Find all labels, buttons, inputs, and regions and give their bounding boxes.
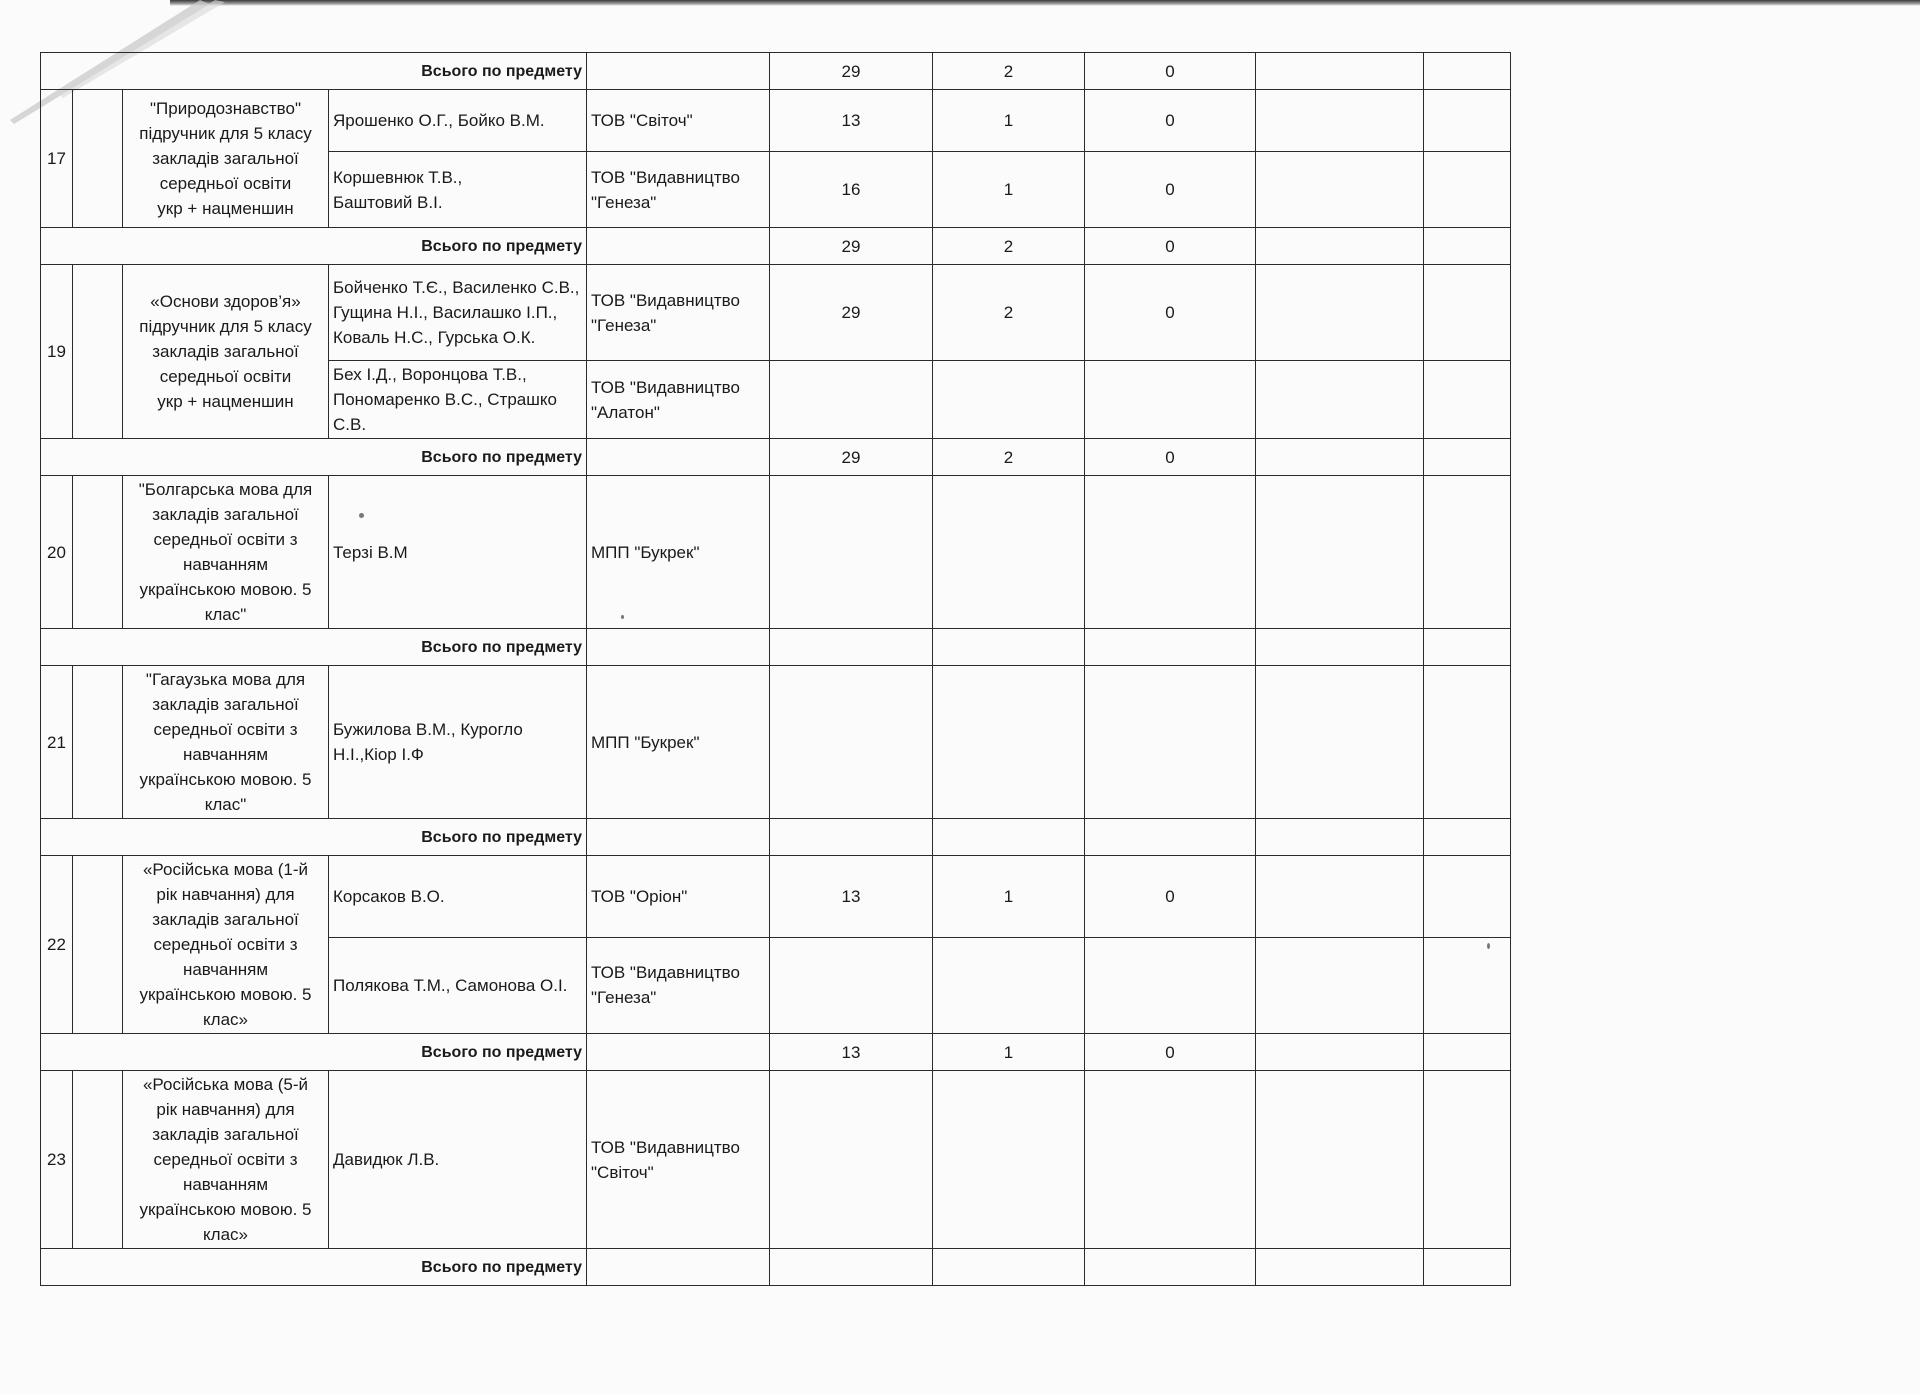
textbook-title-line: клас» (203, 1010, 248, 1029)
publisher-line: "Алатон" (591, 402, 660, 422)
textbook-title-line: середньої освіти (159, 174, 292, 193)
empty-cell (1256, 1034, 1424, 1071)
total-value-3: 0 (1085, 439, 1256, 476)
subject-total-label: Всього по предмету (41, 439, 587, 476)
empty-cell (1424, 439, 1511, 476)
textbook-title-line: підручник для 5 класу (139, 124, 312, 143)
value-3 (1085, 937, 1256, 1033)
value-2: 1 (933, 90, 1085, 152)
textbook-title-line: "Гагаузька мова для (145, 670, 306, 689)
empty-cell (1424, 937, 1511, 1033)
empty-cell (73, 856, 123, 1034)
total-value-1 (770, 819, 933, 856)
empty-cell (1424, 90, 1511, 152)
textbook-title-line: укр + нацменшин (157, 392, 294, 411)
empty-cell (1256, 361, 1424, 439)
value-3 (1085, 361, 1256, 439)
value-2 (933, 666, 1085, 819)
empty-cell (1424, 1034, 1511, 1071)
total-value-3 (1085, 1249, 1256, 1286)
total-value-1 (770, 629, 933, 666)
empty-cell (1424, 476, 1511, 629)
publisher-line: ТОВ "Видавництво (591, 963, 740, 983)
total-value-2: 2 (933, 53, 1085, 90)
publisher-line: "Генеза" (591, 192, 657, 212)
textbook-title-line: середньої освіти з (153, 720, 298, 739)
subject-total-label: Всього по предмету (41, 228, 587, 265)
textbook-row (41, 856, 1511, 938)
textbook-title-line: навчанням (182, 745, 269, 764)
total-value-2: 2 (933, 439, 1085, 476)
empty-cell (1424, 265, 1511, 361)
empty-cell (1424, 819, 1511, 856)
textbook-title-line: закладів загальної (152, 342, 299, 361)
textbook-title-line: закладів загальної (152, 695, 299, 714)
publisher-cell (587, 476, 770, 629)
publisher-line: МПП "Букрек" (591, 542, 700, 562)
textbook-title-line: рік навчання) для (156, 1100, 295, 1119)
value-3 (1085, 666, 1256, 819)
row-number: 20 (41, 476, 73, 629)
publisher-cell (587, 361, 770, 439)
empty-cell (1256, 1249, 1424, 1286)
author-line: Коваль Н.С., Гурська О.К. (333, 328, 536, 347)
value-1: 16 (770, 152, 933, 228)
author-line: Полякова Т.М., Самонова О.І. (333, 975, 568, 995)
empty-cell (73, 265, 123, 439)
subject-total-label: Всього по предмету (41, 1249, 587, 1286)
subject-total-row (41, 1034, 1511, 1071)
textbook-title-line: клас" (204, 795, 247, 814)
subject-total-row (41, 629, 1511, 666)
textbook-title-line: середньої освіти з (153, 935, 298, 954)
textbook-title-line: «Основи здоров’я» (150, 292, 301, 311)
author-line: Пономаренко В.С., Страшко (333, 390, 557, 409)
textbook-title (123, 265, 329, 439)
value-3: 0 (1085, 856, 1256, 938)
total-value-1: 29 (770, 439, 933, 476)
total-value-3: 0 (1085, 1034, 1256, 1071)
total-value-3 (1085, 629, 1256, 666)
publisher-line: МПП "Букрек" (591, 732, 700, 752)
publisher-line: ТОВ "Видавництво (591, 1137, 740, 1157)
scan-speck (359, 513, 364, 518)
empty-cell (1256, 819, 1424, 856)
textbook-title-line: підручник для 5 класу (139, 317, 312, 336)
row-number: 21 (41, 666, 73, 819)
textbook-title-line: рік навчання) для (156, 885, 295, 904)
textbook-title-line: українською мовою. 5 (139, 770, 312, 789)
author-line: Баштовий В.І. (333, 192, 443, 212)
textbook-row (41, 1071, 1511, 1249)
publisher-cell (587, 265, 770, 361)
value-1: 29 (770, 265, 933, 361)
value-3 (1085, 476, 1256, 629)
publisher-cell (587, 856, 770, 938)
textbook-title-line: закладів загальної (152, 505, 299, 524)
textbook-title-line: укр + нацменшин (157, 199, 294, 218)
textbook-title (123, 666, 329, 819)
value-1 (770, 937, 933, 1033)
value-1: 13 (770, 90, 933, 152)
empty-cell (73, 1071, 123, 1249)
row-number: 17 (41, 90, 73, 228)
total-value-3: 0 (1085, 53, 1256, 90)
textbook-title-line: закладів загальної (152, 1125, 299, 1144)
total-value-1: 29 (770, 53, 933, 90)
subject-total-row (41, 53, 1511, 90)
subject-total-label: Всього по предмету (41, 1034, 587, 1071)
empty-cell (1256, 152, 1424, 228)
author-cell (329, 152, 587, 228)
empty-cell (73, 666, 123, 819)
author-line: Бужилова В.М., Курогло (333, 720, 523, 739)
value-3 (1085, 1071, 1256, 1249)
textbook-title-line: українською мовою. 5 (139, 580, 312, 599)
author-cell (329, 476, 587, 629)
textbook-title-line: «Російська мова (5-й (142, 1075, 309, 1094)
total-value-2: 1 (933, 1034, 1085, 1071)
value-2: 1 (933, 856, 1085, 938)
subject-total-row (41, 228, 1511, 265)
publisher-cell (587, 90, 770, 152)
textbook-title (123, 1071, 329, 1249)
empty-cell (1256, 439, 1424, 476)
value-1 (770, 476, 933, 629)
publisher-line: ТОВ "Оріон" (591, 886, 688, 906)
scan-top-edge (170, 0, 1920, 6)
textbook-title-line: навчанням (182, 1175, 269, 1194)
textbook-title-line: середньої освіти з (153, 530, 298, 549)
empty-cell (587, 629, 770, 666)
total-value-1 (770, 1249, 933, 1286)
total-value-3 (1085, 819, 1256, 856)
empty-cell (1424, 361, 1511, 439)
total-value-2 (933, 1249, 1085, 1286)
value-2: 2 (933, 265, 1085, 361)
textbook-row (41, 666, 1511, 819)
empty-cell (1424, 629, 1511, 666)
author-line: Терзі В.М (333, 542, 408, 562)
subject-total-row (41, 819, 1511, 856)
scan-speck (1487, 943, 1490, 949)
textbook-title-line: навчанням (182, 555, 269, 574)
publisher-line: ТОВ "Видавництво (591, 290, 740, 310)
subject-total-row (41, 439, 1511, 476)
value-3: 0 (1085, 90, 1256, 152)
author-cell (329, 90, 587, 152)
value-2 (933, 476, 1085, 629)
empty-cell (1424, 228, 1511, 265)
author-line: С.В. (333, 415, 367, 434)
textbook-title-line: українською мовою. 5 (139, 985, 312, 1004)
scan-speck (621, 615, 624, 619)
subject-total-label: Всього по предмету (41, 629, 587, 666)
author-line: Н.І.,Кіор І.Ф (333, 745, 424, 764)
empty-cell (73, 90, 123, 228)
textbook-title-line: клас» (203, 1225, 248, 1244)
value-2 (933, 937, 1085, 1033)
textbook-title-line: українською мовою. 5 (139, 1200, 312, 1219)
author-line: Давидюк Л.В. (333, 1150, 440, 1169)
empty-cell (587, 53, 770, 90)
publisher-line: ТОВ "Видавництво (591, 377, 740, 397)
empty-cell (1256, 856, 1424, 938)
publisher-line: "Генеза" (591, 315, 657, 335)
publisher-cell (587, 152, 770, 228)
empty-cell (1256, 265, 1424, 361)
empty-cell (587, 439, 770, 476)
author-cell (329, 937, 587, 1033)
value-3: 0 (1085, 265, 1256, 361)
empty-cell (587, 819, 770, 856)
author-cell (329, 856, 587, 938)
subject-total-label: Всього по предмету (41, 819, 587, 856)
author-line: Гущина Н.І., Василашко І.П., (333, 303, 558, 322)
value-2 (933, 361, 1085, 439)
textbook-title-line: закладів загальної (152, 910, 299, 929)
textbook-table (40, 52, 1511, 1286)
empty-cell (1256, 90, 1424, 152)
author-line: Бех І.Д., Воронцова Т.В., (333, 365, 527, 384)
empty-cell (1256, 476, 1424, 629)
empty-cell (1424, 152, 1511, 228)
empty-cell (1256, 666, 1424, 819)
author-cell (329, 666, 587, 819)
author-cell (329, 361, 587, 439)
row-number: 19 (41, 265, 73, 439)
total-value-2: 2 (933, 228, 1085, 265)
total-value-2 (933, 819, 1085, 856)
value-1 (770, 666, 933, 819)
total-value-3: 0 (1085, 228, 1256, 265)
textbook-title-line: "Болгарська мова для (138, 480, 313, 499)
empty-cell (1256, 228, 1424, 265)
row-number: 22 (41, 856, 73, 1034)
publisher-cell (587, 937, 770, 1033)
publisher-line: ТОВ "Видавництво (591, 167, 740, 187)
empty-cell (587, 1249, 770, 1286)
author-line: Бойченко Т.Є., Василенко С.В., (333, 278, 580, 297)
total-value-1: 29 (770, 228, 933, 265)
textbook-row (41, 90, 1511, 152)
total-value-2 (933, 629, 1085, 666)
empty-cell (1256, 53, 1424, 90)
row-number: 23 (41, 1071, 73, 1249)
textbook-row (41, 265, 1511, 361)
empty-cell (587, 228, 770, 265)
empty-cell (73, 476, 123, 629)
value-1 (770, 1071, 933, 1249)
empty-cell (587, 1034, 770, 1071)
empty-cell (1424, 856, 1511, 938)
empty-cell (1256, 937, 1424, 1033)
total-value-1: 13 (770, 1034, 933, 1071)
textbook-title-line: навчанням (182, 960, 269, 979)
author-line: Коршевнюк Т.В., (333, 167, 463, 187)
author-line: Корсаков В.О. (333, 886, 445, 906)
textbook-title-line: закладів загальної (152, 149, 299, 168)
subject-total-label: Всього по предмету (41, 53, 587, 90)
author-cell (329, 265, 587, 361)
empty-cell (1424, 666, 1511, 819)
author-line: Ярошенко О.Г., Бойко В.М. (333, 111, 545, 130)
textbook-title (123, 856, 329, 1034)
textbook-title-line: клас" (204, 605, 247, 624)
author-cell (329, 1071, 587, 1249)
empty-cell (1256, 1071, 1424, 1249)
value-3: 0 (1085, 152, 1256, 228)
value-2 (933, 1071, 1085, 1249)
textbook-title (123, 476, 329, 629)
publisher-line: "Генеза" (591, 988, 657, 1008)
textbook-title-line: "Природознавство" (149, 99, 302, 118)
empty-cell (1424, 1249, 1511, 1286)
textbook-title-line: середньої освіти з (153, 1150, 298, 1169)
textbook-title (123, 90, 329, 228)
publisher-line: "Світоч" (591, 1162, 654, 1182)
empty-cell (1424, 1071, 1511, 1249)
textbook-order-sheet (40, 52, 1510, 1280)
value-1: 13 (770, 856, 933, 938)
value-2: 1 (933, 152, 1085, 228)
publisher-cell (587, 1071, 770, 1249)
publisher-line: ТОВ "Світоч" (591, 111, 693, 130)
textbook-row (41, 476, 1511, 629)
textbook-title-line: «Російська мова (1-й (142, 860, 309, 879)
value-1 (770, 361, 933, 439)
publisher-cell (587, 666, 770, 819)
textbook-title-line: середньої освіти (159, 367, 292, 386)
empty-cell (1256, 629, 1424, 666)
empty-cell (1424, 53, 1511, 90)
subject-total-row (41, 1249, 1511, 1286)
